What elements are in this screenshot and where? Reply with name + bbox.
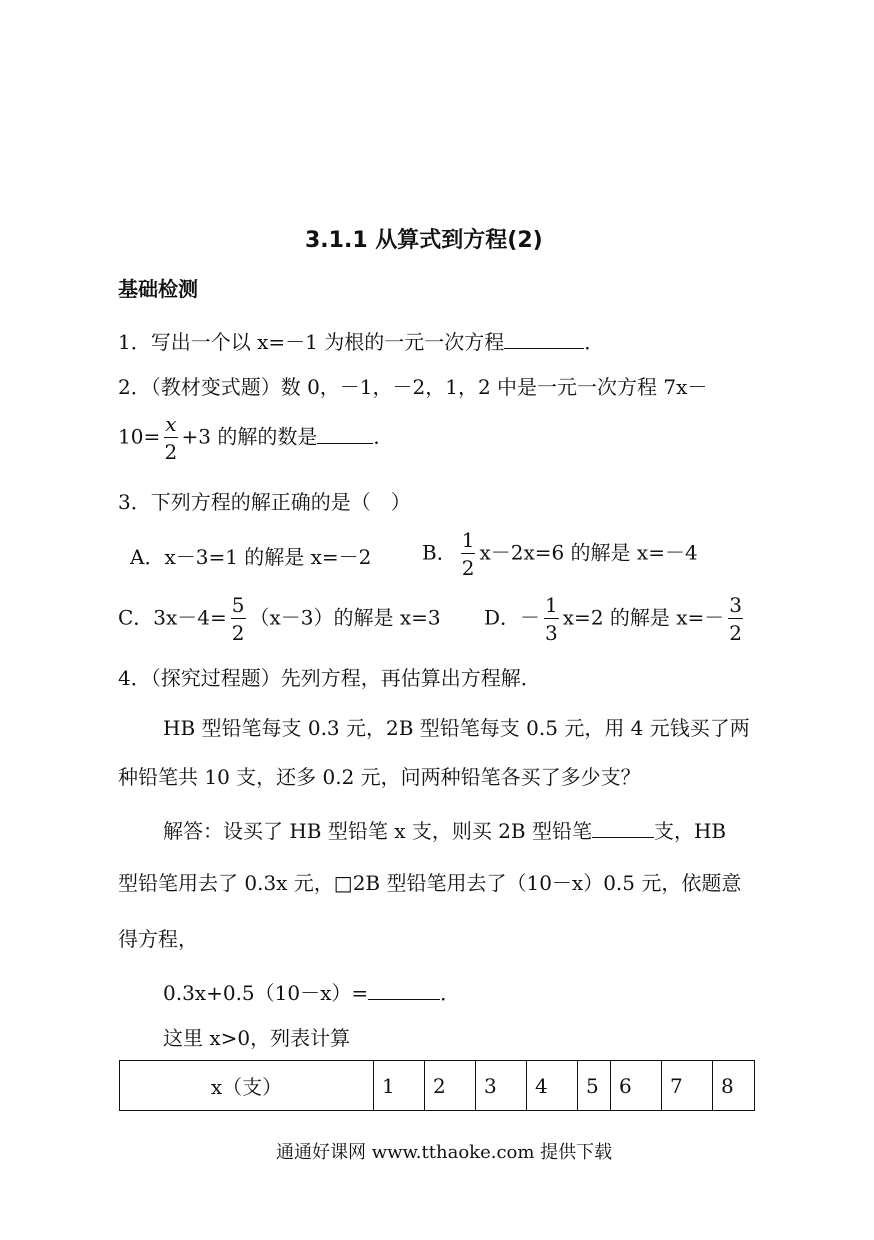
option-c-label: C．3x－4= [118,605,227,630]
option-c-text: （x－3）的解是 x=3 [249,605,441,630]
question-2-line-2 [118,414,393,462]
question-2-pre: 10= [118,424,161,449]
table-cell: 5 [578,1061,611,1111]
problem-paragraph-line-1: HB 型铅笔每支 0.3 元，2B 型铅笔每支 0.5 元，用 4 元钱买了两 [163,716,750,740]
fraction-denominator: 2 [164,440,178,464]
equation-end: ． [440,981,461,1005]
equation-text: 0.3x+0.5（10－x）= [163,981,369,1005]
table-cell: 2 [425,1061,476,1111]
question-1-end: ． [584,330,605,354]
solution-line-1 [163,817,726,841]
solution-text-end: 支，HB [653,819,727,843]
question-1 [118,328,604,352]
option-d [484,595,747,643]
table-note: 这里 x>0，列表计算 [163,1026,351,1050]
section-heading: 基础检测 [118,277,198,301]
fraction-denominator: 3 [545,621,558,645]
table-cell: 4 [527,1061,578,1111]
fraction-numerator: 3 [729,593,743,617]
fraction-numerator: 1 [461,528,475,552]
fraction-numerator: 5 [231,593,245,617]
option-b-text: x－2x=6 的解是 x=－4 [479,540,698,565]
answer-blank [592,817,654,838]
table-row [120,1061,755,1111]
table-cell: 1 [374,1061,425,1111]
fraction-denominator: 2 [461,556,475,580]
table-cell: 7 [662,1061,713,1111]
equation-line [163,979,460,1003]
fraction-numerator: 1 [545,593,558,617]
option-c [118,595,441,643]
answer-blank [368,979,440,1000]
table-cell: 3 [476,1061,527,1111]
answer-blank [504,328,584,349]
fraction-numerator: x [165,412,177,436]
fraction-1-over-3 [544,595,559,643]
fraction-5-over-2 [231,595,246,643]
question-2-post: +3 的解的数是 [181,424,318,449]
table-cell: 6 [611,1061,662,1111]
question-2-line-1: 2．（教材变式题）数 0，－1，－2，1，2 中是一元一次方程 7x－ [118,375,708,399]
question-1-text: 1．写出一个以 x=－1 为根的一元一次方程 [118,330,505,354]
fraction-denominator: 2 [231,621,245,645]
solution-line-2: 型铅笔用去了 0.3x 元，□2B 型铅笔用去了（10－x）0.5 元，依题意 [118,871,742,895]
question-2-end: ． [373,424,394,449]
question-4: 4．（探究过程题）先列方程，再估算出方程解． [118,666,541,690]
option-d-text: x=2 的解是 x=－ [562,605,725,630]
table-header-cell: x（支） [120,1061,374,1111]
answer-blank [317,423,373,444]
fraction-1-over-2 [461,530,476,578]
option-a: A．x－3=1 的解是 x=－2 [130,545,372,569]
calculation-table [119,1060,755,1111]
option-b [422,530,698,578]
problem-paragraph-line-2: 种铅笔共 10 支，还多 0.2 元，问两种铅笔各买了多少支？ [118,765,641,789]
fraction-x-over-2 [164,414,177,462]
option-b-label: B． [422,540,457,565]
question-3: 3．下列方程的解正确的是（ ） [118,490,411,514]
solution-line-3: 得方程， [118,927,198,951]
option-d-label: D．－ [484,605,541,630]
fraction-3-over-2 [728,595,743,643]
solution-text: 解答：设买了 HB 型铅笔 x 支，则买 2B 型铅笔 [163,819,592,843]
page-footer: 通通好课网 www.tthaoke.com 提供下载 [276,1142,613,1163]
table-cell: 8 [713,1061,755,1111]
fraction-denominator: 2 [729,621,743,645]
page-title: 3.1.1 从算式到方程(2) [305,228,543,253]
